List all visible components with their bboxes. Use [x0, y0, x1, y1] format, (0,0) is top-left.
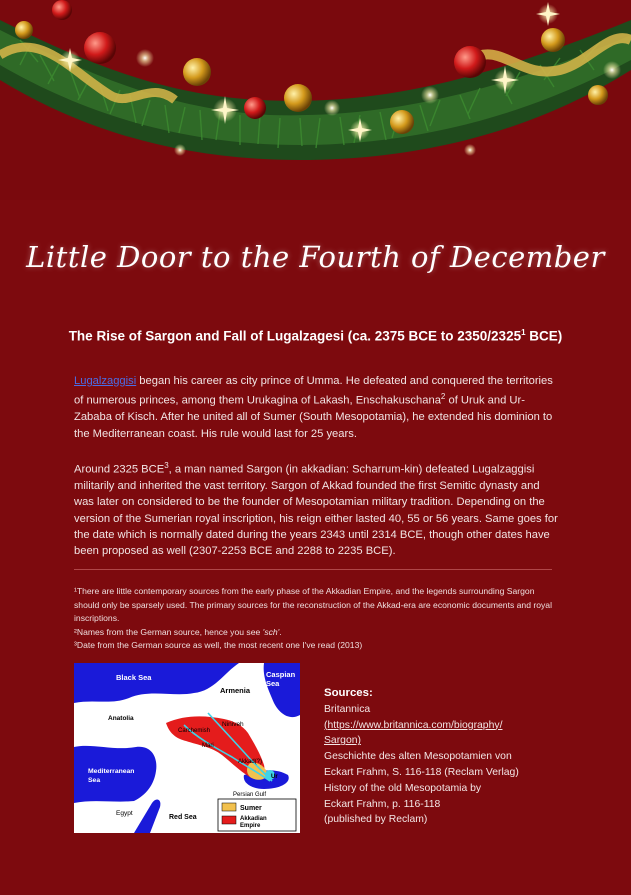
source-line-8: (published by Reclam) — [324, 814, 428, 826]
heading-footnote-ref[interactable]: 1 — [521, 328, 526, 337]
footnote-3: ³Date from the German source as well, the most recent one I've read (2013) — [74, 640, 363, 651]
label-persian-gulf: Persian Gulf — [233, 792, 267, 798]
footnote-2-emphasis: 'sch' — [262, 626, 280, 637]
label-caspian-1: Caspian — [266, 670, 296, 679]
label-mediterranean-1: Mediterranean — [88, 768, 135, 775]
label-armenia: Armenia — [220, 686, 251, 695]
label-carchemish: Carchemish — [178, 728, 211, 734]
map-graphic — [74, 663, 300, 833]
footnote-1: ¹There are little contemporary sources from the early phase of the Akkadian Empire, and the legends surrounding Sargon should only be sparsely used. The primary sources for the reconstruction of the Akkad-era are economic documents and royal inscriptions. — [74, 586, 552, 624]
legend-swatch-sumer — [222, 803, 236, 811]
legend-label-akkadian-2: Empire — [240, 823, 261, 829]
paragraph-sargon — [74, 458, 560, 560]
label-ur: Ur — [271, 774, 278, 780]
label-akkad: Akkad(?) — [238, 759, 263, 765]
map-legend — [218, 799, 296, 831]
sources-label: Sources: — [324, 687, 373, 699]
label-red-sea: Red Sea — [169, 814, 197, 821]
source-link-line-1[interactable]: (https://www.britannica.com/biography/ — [324, 719, 503, 731]
label-mari: Mari — [202, 743, 214, 749]
heading-suffix: BCE) — [525, 328, 563, 344]
article-heading — [40, 328, 591, 344]
source-line-5: Eckart Frahm, S. 116-118 (Reclam Verlag) — [324, 766, 519, 778]
label-black-sea: Black Sea — [116, 673, 152, 682]
akkadian-empire-map — [74, 663, 300, 833]
footnote-2-text-b: . — [279, 626, 282, 637]
source-line-6: History of the old Mesopotamia by — [324, 782, 482, 794]
footnote-ref-2[interactable]: 2 — [440, 392, 446, 402]
label-mediterranean-2: Sea — [88, 777, 101, 784]
paragraph1-text-a: began his career as city prince of Umma. He defeated and conquered the territories of numerous princes, among them Urukagina of Lakash, Enschakuschana — [74, 375, 553, 408]
paragraph2-text-b: , a man named Sargon (in akkadian: Scharrum-kin) defeated Lugalzaggisi militarily and inherited the vast territory. Sargon of Akkad founded the first Semitic dynasty and was later on considered to be the founder of Mesopotamian military tradition. Depending on the version of the Sumerian royal inscription, his reign either lasted 40, 55 or 56 years. Same goes for the date which is normally dated during the years 2343 until 2314 BCE, though other dates have been proposed as well (2307-2253 BCE and 2288 to 2235 BCE). — [74, 463, 558, 558]
heading-text: The Rise of Sargon and Fall of Lugalzagesi (ca. 2375 BCE to 2350/2325 — [68, 328, 522, 344]
footnotes — [74, 585, 560, 653]
label-egypt: Egypt — [116, 810, 133, 817]
christmas-garland-banner — [0, 0, 631, 200]
page-title: Little Door to the Fourth of December — [26, 240, 605, 274]
legend-swatch-akkadian — [222, 816, 236, 824]
source-line-7: Eckart Frahm, p. 116-118 — [324, 798, 441, 810]
footnote-2-text-a: ²Names from the German source, hence you see — [74, 626, 263, 637]
footnote-ref-3[interactable]: 3 — [164, 461, 169, 470]
source-link-line-2[interactable]: Sargon) — [324, 735, 361, 747]
lugalzaggisi-link[interactable]: Lugalzaggisi — [74, 375, 137, 387]
sources-section — [324, 686, 564, 828]
label-caspian-2: Sea — [266, 679, 280, 688]
source-line-1: Britannica — [324, 703, 371, 715]
footnote-divider — [74, 569, 552, 570]
label-niniveh: Niniveh — [222, 721, 244, 728]
paragraph2-text-a: Around 2325 BCE — [74, 463, 165, 476]
footnote-2 — [74, 626, 560, 640]
paragraph1-text-b: of Uruk and Ur-Zababa of Kisch. After he united all of Sumer (South Mesopotamia), he extended his dominion to the Mediterranean coast. His rule would last for 25 years. — [74, 395, 553, 440]
source-line-4: Geschichte des alten Mesopotamien von — [324, 751, 512, 763]
legend-label-akkadian-1: Akkadian — [240, 816, 267, 822]
legend-label-sumer: Sumer — [240, 805, 262, 812]
paragraph-lugalzaggisi — [74, 373, 560, 442]
label-anatolia: Anatolia — [108, 715, 134, 722]
